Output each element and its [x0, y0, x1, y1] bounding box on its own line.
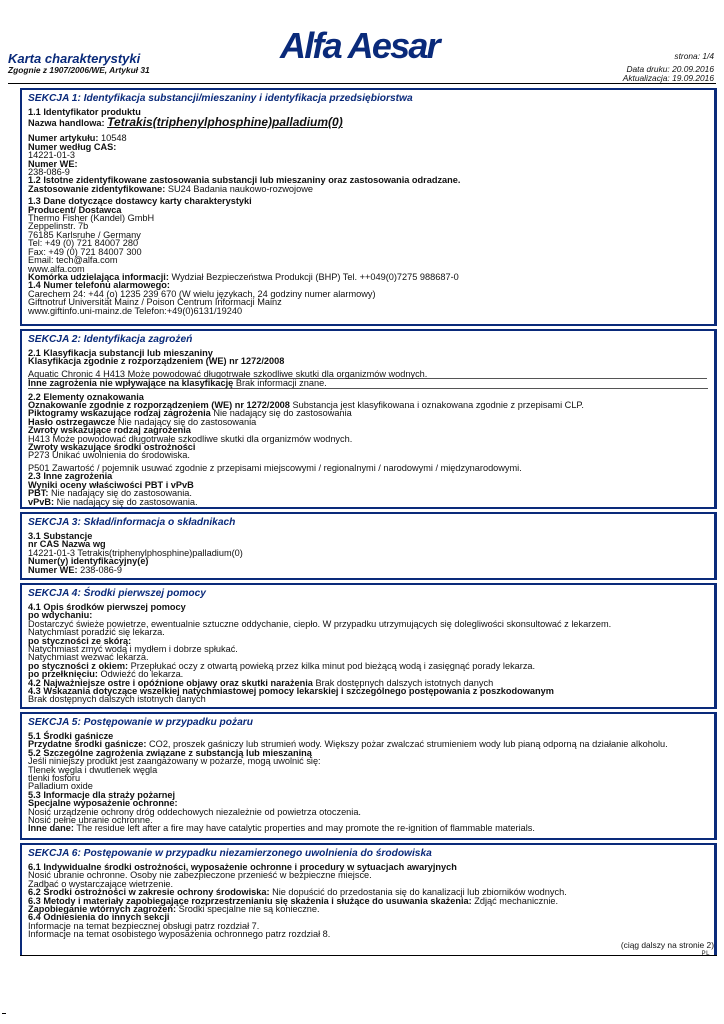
- text-line: Natychmiast poradzić się lekarza.: [28, 627, 165, 638]
- substance-row: 14221-01-3 Tetrakis(triphenylphosphine)palladium(0): [28, 547, 243, 558]
- section-6: [20, 843, 717, 955]
- document-subtitle: Zgognie z 1907/2006/WE, Artykuł 31: [8, 65, 150, 75]
- field-label: Zwroty wskazujące rodzaj zagrożenia: [28, 425, 191, 436]
- text-line: Tlenek węgla i dwutlenek węgla: [28, 764, 158, 775]
- subsection-heading: 1.4 Numer telefonu alarmowego:: [28, 280, 170, 291]
- section-title: SEKCJA 6: Postępowanie w przypadku niezamierzonego uwolnienia do środowiska: [28, 848, 432, 859]
- section-title: SEKCJA 1: Identyfikacja substancji/mieszaniny i identyfikacja przedsiębiorstwa: [28, 93, 413, 104]
- field-value: 10548: [101, 133, 127, 144]
- field-label: Producent/ Dostawca: [28, 204, 122, 215]
- text-line: Zadbać o wystarczające wietrzenie.: [28, 878, 174, 889]
- field-label: po wdychaniu:: [28, 610, 93, 621]
- field-value: Zdjąć mechanicznie.: [474, 895, 559, 906]
- field-label: Specjalne wyposażenie ochronne:: [28, 798, 178, 809]
- subsection-heading: 4.3 Wskazania dotyczące wszelkiej natychmiastowej pomocy lekarskiej i szczególnego postępowania z poszkodowanym: [28, 686, 554, 697]
- text-line: Natychmiast wezwać lekarza.: [28, 652, 149, 663]
- classification-line: Aquatic Chronic 4 H413 Może powodować długotrwałe szkodliwe skutki dla organizmów wodnych.: [28, 368, 428, 379]
- text-line: Nosić pełne ubranie ochronne.: [28, 815, 153, 826]
- section-3: [20, 512, 717, 580]
- address-line: Zeppelinstr. 7b: [28, 221, 89, 232]
- field-value: Wydział Bezpieczeństwa Produkcji (BHP) Tel. ++049(0)7275 988687-0: [171, 271, 459, 282]
- fax-line: Fax: +49 (0) 721 84007 300: [28, 246, 142, 257]
- emergency-line: Carechem 24: +44 (o) 1235 239 670 (W wielu językach, 24 godziny numer alarmowy): [28, 288, 376, 299]
- section-4: [20, 583, 717, 709]
- field-label: Wyniki oceny właściwości PBT i vPvB: [28, 479, 194, 490]
- emergency-line: Giftnotruf Universität Mainz / Poison Centrum Informacji Mainz: [28, 297, 282, 308]
- subsection-heading: 1.2 Istotne zidentyfikowane zastosowania substancji lub mieszaniny oraz zastosowania odradzane.: [28, 175, 461, 186]
- field-label: Komórka udzielająca informacji:: [28, 271, 169, 282]
- update-date: Aktualizacja: 19.09.2016: [622, 73, 714, 84]
- text-line: Natychmiast zmyć wodą i mydłem i dobrze spłukać.: [28, 644, 238, 655]
- subsection-heading: 3.1 Substancje: [28, 531, 93, 541]
- field-value: Odwieźć do lekarza.: [100, 669, 184, 680]
- text-line: Nosić urządzenie ochrony dróg oddechowych niezależnie od powietrza otoczenia.: [28, 806, 361, 817]
- table-header: nr CAS Nazwa wg: [28, 539, 106, 550]
- subsection-heading: 4.1 Opis środków pierwszej pomocy: [28, 602, 186, 612]
- field-label: Zapobieganie wtórnych zagrożeń:: [28, 904, 177, 915]
- field-label: Przydatne środki gaśnicze:: [28, 739, 147, 750]
- subsection-heading: 6.3 Metody i materiały zapobiegające rozprzestrzenianiu się skażenia i służące do usuwania skażenia:: [28, 895, 472, 906]
- field-label: Numer WE:: [28, 158, 78, 169]
- subsection-heading: 2.2 Elementy oznakowania: [28, 391, 144, 402]
- field-label: Piktogramy wskazujące rodzaj zagrożenia: [28, 408, 211, 419]
- field-value: 14221-01-3: [28, 150, 75, 161]
- text-line: Informacje na temat osobistego wyposażenia ochronnego patrz rozdział 8.: [28, 929, 331, 940]
- field-label: po przełknięciu:: [28, 669, 98, 680]
- page-mark: [2, 1013, 6, 1014]
- text-line: Palladium oxide: [28, 781, 93, 792]
- subsection-heading: 4.2 Najważniejsze ostre i opóźnione objawy oraz skutki narażenia: [28, 677, 313, 688]
- header-divider: [8, 83, 716, 84]
- field-label: Inne zagrożenia nie wpływające na klasyfikację: [28, 378, 234, 389]
- field-label: Hasło ostrzegawcze: [28, 416, 116, 427]
- field-value: Przepłukać oczy z otwartą powieką przez kilka minut pod bieżącą wodą i zasięgnąć porady lekarza.: [130, 660, 536, 671]
- trade-name-value: Tetrakis(triphenylphosphine)palladium(0): [107, 115, 343, 130]
- field-value: Nie nadający się do zastosowania.: [56, 496, 198, 507]
- field-label: po styczności ze skórą:: [28, 635, 132, 646]
- field-label: Zastosowanie zidentyfikowane:: [28, 183, 166, 194]
- field-label: Numer według CAS:: [28, 141, 117, 152]
- text-line: Dostarczyć świeże powietrze, ewentualnie sztuczne oddychanie, ciepło. W przypadku utrzymujących się dolegliwości skonsultować z lekarzem.: [28, 618, 612, 629]
- email-line: Email: tech@alfa.com: [28, 255, 118, 266]
- document-title: Karta charakterystyki: [8, 51, 141, 66]
- subsection-heading: 5.3 Informacje dla straży pożarnej: [28, 789, 176, 800]
- continued-note: (ciąg dalszy na stronie 2): [620, 940, 714, 950]
- subsection-heading: 2.1 Klasyfikacja substancji lub mieszaniny: [28, 348, 213, 358]
- precaution-statement: P273 Unikać uwolnienia do środowiska.: [28, 450, 190, 461]
- field-value: Nie nadający się do zastosowania.: [50, 488, 192, 499]
- field-value: Środki specjalne nie są konieczne.: [178, 904, 320, 915]
- field-label: Numer WE:: [28, 564, 78, 575]
- document-header-right: [623, 52, 714, 84]
- hazard-statement: H413 Może powodować długotrwałe szkodliwe skutki dla organizmów wodnych.: [28, 433, 353, 444]
- field-value: 238-086-9: [80, 564, 122, 575]
- text-line: Jeśli niniejszy produkt jest zaangażowany w pożarze, mogą uwolnić się:: [28, 756, 321, 767]
- subsection-heading: Klasyfikacja zgodnie z rozporządzeniem (WE) nr 1272/2008: [28, 356, 285, 367]
- field-label: Numer(y) identyfikacyjny(e): [28, 556, 149, 567]
- field-label: Numer artykułu:: [28, 133, 99, 144]
- field-value: Brak dostępnych dalszych istotnych danych: [315, 677, 494, 688]
- page-number: strona: 1/4: [674, 51, 714, 61]
- subsection-heading: 6.1 Indywidualne środki ostrożności, wyposażenie ochronne i procedury w sytuacjach awaryjnych: [28, 862, 457, 872]
- subsection-heading: 1.3 Dane dotyczące dostawcy karty charakterystyki: [28, 196, 252, 207]
- print-date: Data druku: 20.09.2016: [626, 64, 714, 75]
- field-value: Nie nadający się do zastosowania: [213, 408, 352, 419]
- field-value: Nie dopuścić do przedostania się do kanalizacji lub zbiorników wodnych.: [272, 887, 567, 898]
- section-title: SEKCJA 4: Środki pierwszej pomocy: [28, 588, 206, 599]
- subsection-heading: 2.3 Inne zagrożenia: [28, 471, 113, 482]
- subsection-heading: 1.1 Identyfikator produktu: [28, 107, 141, 117]
- alfa-aesar-logo: Alfa Aesar: [280, 25, 439, 66]
- section-title: SEKCJA 3: Skład/informacja o składnikach: [28, 517, 236, 528]
- section-1: [20, 88, 717, 326]
- field-value: SU24 Badania naukowo-rozwojowe: [167, 183, 313, 194]
- language-code: PL: [701, 951, 710, 957]
- text-line: tlenki fosforu: [28, 773, 81, 784]
- text-line: Informacje na temat bezpiecznej obsługi patrz rozdział 7.: [28, 920, 260, 931]
- section-2: [20, 329, 717, 509]
- subsection-heading: 5.2 Szczególne zagrożenia związane z substancją lub mieszaniną: [28, 747, 312, 758]
- text-line: Nosić ubranie ochronne. Osoby nie zabezpieczone przenieść w bezpieczne miejsce.: [28, 870, 372, 881]
- document-header-left: [8, 52, 150, 75]
- subsection-heading: 6.2 Środki ostrożności w zakresie ochrony środowiska:: [28, 887, 270, 898]
- section-5: [20, 712, 717, 840]
- field-value: The residue left after a fire may have catalytic properties and may promote the re-ignition of flammable materials.: [76, 823, 535, 834]
- emergency-line: www.giftinfo.uni-mainz.de Telefon:+49(0)6131/19240: [28, 305, 243, 316]
- section-title: SEKCJA 5: Postępowanie w przypadku pożaru: [28, 717, 253, 728]
- field-label: Oznakowanie zgodnie z rozporządzeniem (WE) nr 1272/2008: [28, 400, 290, 411]
- field-value: CO2, proszek gaśniczy lub strumień wody. Większy pożar zwalczać strumieniem wody lub pianą odporną na działanie alkoholu.: [149, 739, 668, 750]
- subsection-heading: 6.4 Odniesienia do innych sekcji: [28, 912, 170, 923]
- field-label: vPvB:: [28, 496, 55, 507]
- field-label: Inne dane:: [28, 823, 74, 834]
- address-line: Thermo Fisher (Kandel) GmbH: [28, 213, 155, 224]
- field-label: Zwroty wskazujące środki ostrożności: [28, 442, 196, 453]
- field-label: po styczności z okiem:: [28, 660, 129, 671]
- field-value: Substancja jest klasyfikowana i oznakowana zgodnie z przepisami CLP.: [292, 400, 584, 411]
- trade-name-label: Nazwa handlowa:: [28, 118, 105, 129]
- address-line: 76185 Karlsruhe / Germany: [28, 229, 141, 240]
- field-value: Nie nadający się do zastosowania: [117, 416, 257, 427]
- text-line: Brak dostępnych dalszych istotnych danych: [28, 694, 206, 705]
- phone-line: Tel: +49 (0) 721 84007 280: [28, 238, 139, 249]
- field-value: Brak informacji znane.: [235, 378, 327, 389]
- precaution-statement: P501 Zawartość / pojemnik usuwać zgodnie z przepisami miejscowymi / regionalnymi / narodowymi / międzynarodowymi.: [28, 462, 522, 473]
- website-line: www.alfa.com: [28, 263, 85, 274]
- footer-divider: [20, 955, 717, 956]
- field-label: PBT:: [28, 488, 49, 499]
- subsection-heading: 5.1 Środki gaśnicze: [28, 731, 114, 741]
- field-value: 238-086-9: [28, 167, 70, 178]
- section-title: SEKCJA 2: Identyfikacja zagrożeń: [28, 334, 193, 345]
